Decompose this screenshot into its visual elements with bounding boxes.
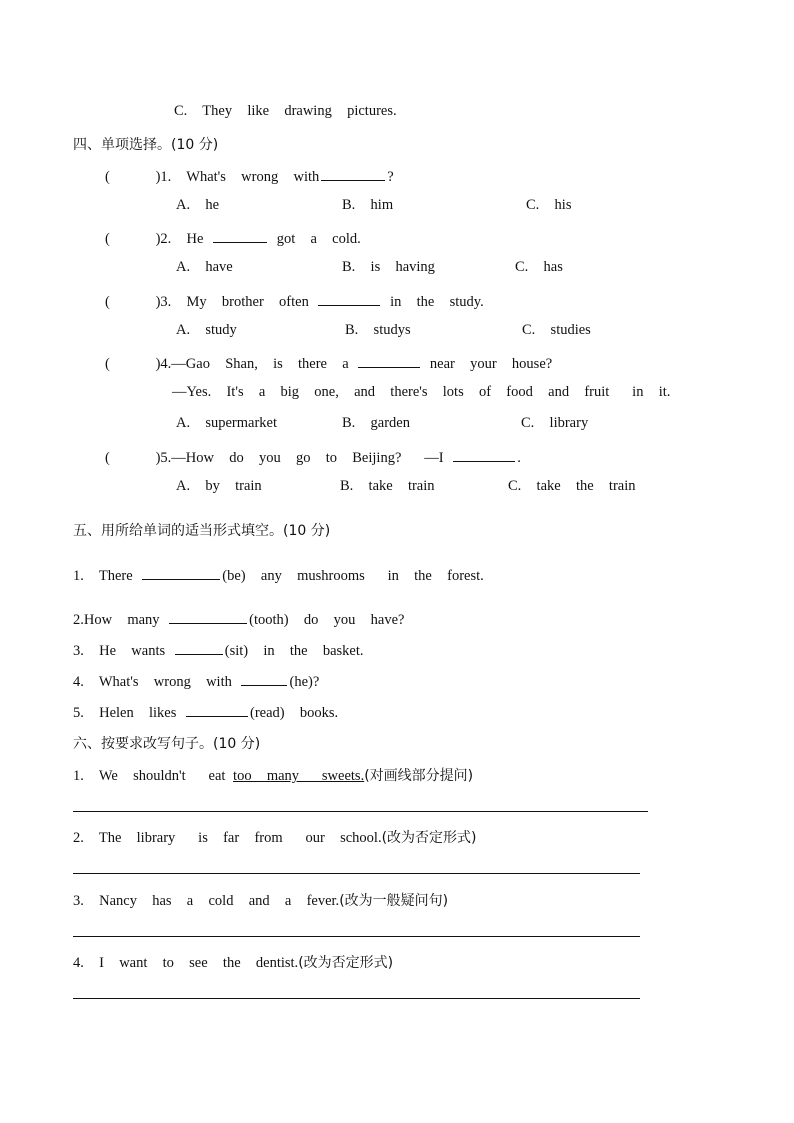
rewrite-item-1: [73, 765, 473, 785]
q4-option-c[interactable]: C. library: [521, 415, 589, 431]
q3-option-c[interactable]: C. studies: [522, 322, 591, 338]
question-4-response: —Yes. It's a big one, and there's lots of food and fruit in it.: [172, 384, 671, 400]
q3-option-b[interactable]: B. studys: [345, 322, 411, 338]
answer-line[interactable]: [73, 998, 640, 999]
rewrite-item-1-stem: 1. We shouldn't eat: [73, 768, 234, 784]
q4-option-a[interactable]: A. supermarket: [176, 415, 278, 431]
underlined-phrase: too many sweets.: [233, 768, 365, 784]
instruction: (对画线部分提问): [364, 768, 474, 784]
question-4-stem-end: near your house?: [429, 356, 553, 372]
question-2-stem: ( )2. He: [105, 231, 204, 247]
fill-item-4-stem-end: (he)?: [289, 674, 320, 690]
section-6-title: 六、按要求改写句子。(10 分): [73, 736, 261, 752]
question-2-stem-end: got a cold.: [276, 231, 361, 247]
instruction: (改为一般疑问句): [339, 893, 449, 909]
answer-blank[interactable]: [175, 640, 223, 655]
q1-option-b[interactable]: B. him: [342, 197, 394, 213]
question-3-stem: ( )3. My brother often: [105, 294, 309, 310]
section-4-title: 四、单项选择。(10 分): [73, 137, 219, 153]
answer-blank[interactable]: [169, 609, 247, 624]
fill-item-2: [73, 609, 404, 629]
question-5-stem: ( )5.—How do you go to Beijing? —I: [105, 450, 444, 466]
fill-item-5-stem: 5. Helen likes: [73, 705, 177, 721]
rewrite-item-4: [73, 952, 393, 972]
section-5-title: 五、用所给单词的适当形式填空。(10 分): [73, 523, 331, 539]
question-5-stem-end: .: [517, 450, 521, 466]
fill-item-3-stem: 3. He wants: [73, 643, 166, 659]
rewrite-item-2-stem: 2. The library is far from our school.: [73, 830, 382, 846]
rewrite-item-3: [73, 890, 448, 910]
question-1-stem-end: ?: [387, 169, 394, 185]
answer-blank[interactable]: [186, 702, 248, 717]
question-3: [105, 291, 484, 311]
instruction: (改为否定形式): [298, 955, 394, 971]
question-5: [105, 447, 521, 467]
fill-item-1-stem-end: (be) any mushrooms in the forest.: [222, 568, 484, 584]
fill-item-3-stem-end: (sit) in the basket.: [224, 643, 364, 659]
question-2: [105, 228, 361, 248]
q1-option-a[interactable]: A. he: [176, 197, 220, 213]
fill-item-5: [73, 702, 338, 722]
fill-item-2-stem-end: (tooth) do you have?: [249, 612, 405, 628]
fill-item-1-stem: 1. There: [73, 568, 133, 584]
answer-blank[interactable]: [453, 447, 515, 462]
fill-item-4-stem: 4. What's wrong with: [73, 674, 232, 690]
q1-option-c[interactable]: C. his: [526, 197, 572, 213]
prev-question-option-c: C. They like drawing pictures.: [174, 103, 397, 119]
q2-option-a[interactable]: A. have: [176, 259, 233, 275]
answer-blank[interactable]: [318, 291, 380, 306]
answer-line[interactable]: [73, 936, 640, 937]
rewrite-item-4-stem: 4. I want to see the dentist.: [73, 955, 299, 971]
q5-option-a[interactable]: A. by train: [176, 478, 262, 494]
answer-blank[interactable]: [142, 565, 220, 580]
rewrite-item-3-stem: 3. Nancy has a cold and a fever.: [73, 893, 340, 909]
q5-option-b[interactable]: B. take train: [340, 478, 435, 494]
rewrite-item-2: [73, 827, 477, 847]
question-4-stem: ( )4.—Gao Shan, is there a: [105, 356, 349, 372]
q2-option-b[interactable]: B. is having: [342, 259, 435, 275]
answer-blank[interactable]: [213, 228, 267, 243]
answer-blank[interactable]: [241, 671, 287, 686]
fill-item-5-stem-end: (read) books.: [250, 705, 339, 721]
question-1-stem: ( )1. What's wrong with: [105, 169, 320, 185]
q5-option-c[interactable]: C. take the train: [508, 478, 636, 494]
fill-item-2-stem: 2.How many: [73, 612, 160, 628]
instruction: (改为否定形式): [381, 830, 477, 846]
fill-item-1: [73, 565, 484, 585]
q2-option-c[interactable]: C. has: [515, 259, 563, 275]
answer-line[interactable]: [73, 811, 648, 812]
question-3-stem-end: in the study.: [390, 294, 484, 310]
answer-line[interactable]: [73, 873, 640, 874]
question-1: [105, 166, 394, 186]
fill-item-4: [73, 671, 319, 691]
answer-blank[interactable]: [321, 166, 385, 181]
q3-option-a[interactable]: A. study: [176, 322, 237, 338]
fill-item-3: [73, 640, 364, 660]
question-4: [105, 353, 552, 373]
answer-blank[interactable]: [358, 353, 420, 368]
q4-option-b[interactable]: B. garden: [342, 415, 410, 431]
